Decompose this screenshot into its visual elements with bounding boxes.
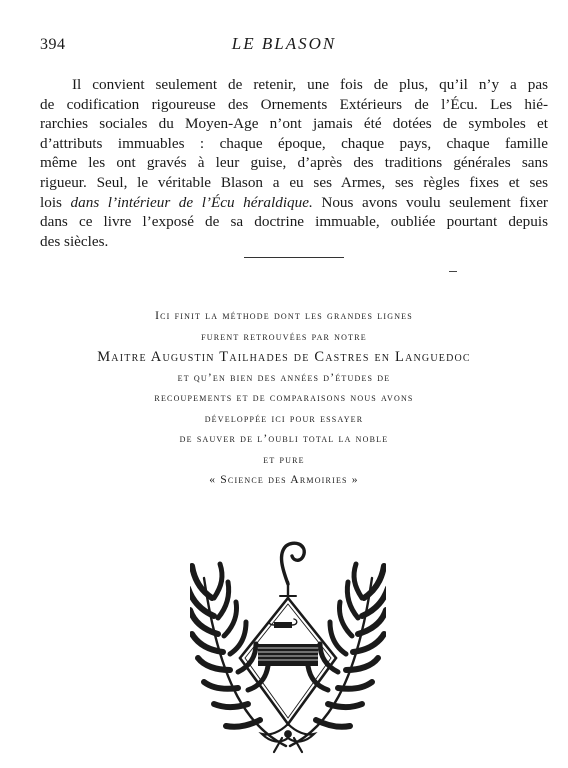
body-line-9: des siècles. [40, 232, 109, 250]
body-line-4: d’attributs immuables : chaque époque, chaque pays, chaque famille [40, 134, 548, 152]
page-number: 394 [40, 36, 66, 53]
colophon-line-2: furent retrouvées par notre [201, 329, 367, 343]
body-line-2: de codification rigoureuse des Ornements Extérieurs de l’Écu. Les hié- [40, 95, 548, 113]
body-line-6: rigueur. Seul, le véritable Blason a eu ses Armes, ses règles fixes et ses [40, 173, 548, 191]
lozenge-shield-icon [240, 598, 336, 724]
body-line-1: Il convient seulement de retenir, une fois de plus, qu’il n’y a pas [72, 76, 548, 93]
body-line-7 [40, 193, 548, 213]
crosier-icon [280, 543, 304, 598]
ribbon-knot-icon [262, 724, 314, 752]
colophon-line-7: de sauver de l’oubli total la noble [179, 432, 389, 445]
body-line-3: rarchies sociales du Moyen-Age n’ont jamais été dotées de symboles et [40, 115, 548, 133]
body-paragraph [40, 75, 548, 251]
body-line-7-start: lois [40, 193, 71, 211]
heraldic-emblem-icon [190, 538, 386, 754]
body-line-8: dans ce livre l’exposé de sa doctrine immuable, oubliée pourtant depuis [40, 213, 548, 231]
ink-mark [449, 271, 457, 272]
colophon [0, 306, 568, 491]
body-line-5: même les ont gravés à leur guise, d’après des traditions générales sans [40, 154, 548, 172]
colophon-line-3: Maitre Augustin Tailhades de Castres en Languedoc [97, 349, 471, 365]
colophon-line-1: Ici finit la méthode dont les grandes lignes [155, 309, 413, 322]
body-line-7-end: Nous avons voulu seulement fixer [312, 193, 548, 211]
running-title: LE BLASON [231, 34, 337, 53]
colophon-line-8: et pure [263, 452, 305, 466]
colophon-line-4: et qu’en bien des années d’études de [177, 370, 391, 384]
colophon-line-6: développée ici pour essayer [204, 411, 364, 425]
colophon-line-5: recoupements et de comparaisons nous avons [154, 391, 414, 404]
separator-rule [244, 257, 344, 258]
body-line-7-italic: dans l’intérieur de l’Écu héraldique. [70, 193, 313, 211]
colophon-line-9: « Science des Armoiries » [209, 473, 359, 486]
